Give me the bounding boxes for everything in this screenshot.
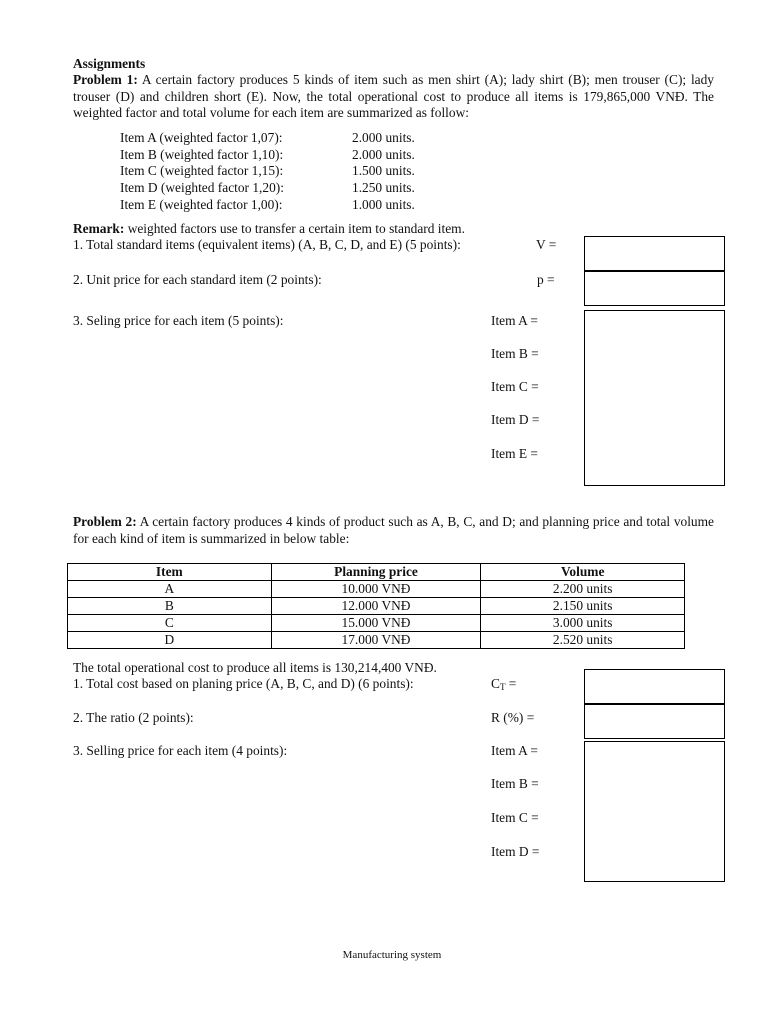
problem1-item-label: Item D (weighted factor 1,20): xyxy=(120,180,284,195)
table-row xyxy=(68,598,685,615)
p1-item-e-label: Item E = xyxy=(491,446,538,461)
p1-answer-box-3[interactable] xyxy=(584,310,725,486)
ct-symbol: C xyxy=(491,676,500,691)
problem2-intro-text: A certain factory produces 4 kinds of product such as A, B, C, and D; and planning price and total volume for each kind of item is summarized in below table: xyxy=(73,514,714,546)
p2-answer-label-2: R (%) = xyxy=(491,710,535,725)
problem1-intro xyxy=(73,72,714,122)
cell-volume: 2.200 units xyxy=(481,581,685,598)
problem2-intro xyxy=(73,514,714,547)
p2-item-d-label: Item D = xyxy=(491,844,540,859)
problem1-intro-text: A certain factory produces 5 kinds of item such as men shirt (A); lady shirt (B); men trouser (C); lady trouser (D) and children short (E). Now, the total operational cost to produce all items is 179,865,000 VNĐ. The weighted factor and total volume for each item are summarized as follow: xyxy=(73,72,715,120)
cell-item: D xyxy=(68,632,272,649)
ct-equals: = xyxy=(505,676,517,691)
cell-price: 10.000 VNĐ xyxy=(271,581,481,598)
p2-question-1: 1. Total cost based on planing price (A, B, C, and D) (6 points): xyxy=(73,676,414,691)
p1-item-b-label: Item B = xyxy=(491,346,539,361)
page-footer: Manufacturing system xyxy=(342,949,442,961)
cell-price: 12.000 VNĐ xyxy=(271,598,481,615)
p2-item-b-label: Item B = xyxy=(491,776,539,791)
problem1-item-volume: 2.000 units. xyxy=(352,147,415,162)
problem1-label: Problem 1: xyxy=(73,72,138,87)
cell-item: A xyxy=(68,581,272,598)
p2-item-c-label: Item C = xyxy=(491,810,539,825)
cell-price: 15.000 VNĐ xyxy=(271,615,481,632)
cell-volume: 3.000 units xyxy=(481,615,685,632)
p1-question-1: 1. Total standard items (equivalent items) (A, B, C, D, and E) (5 points): xyxy=(73,237,461,252)
problem1-item-label: Item E (weighted factor 1,00): xyxy=(120,197,283,212)
problem1-item-volume: 1.250 units. xyxy=(352,180,415,195)
p1-item-a-label: Item A = xyxy=(491,313,538,328)
p2-question-2: 2. The ratio (2 points): xyxy=(73,710,194,725)
p2-answer-box-1[interactable] xyxy=(584,669,725,704)
p1-question-2: 2. Unit price for each standard item (2 points): xyxy=(73,272,322,287)
remark xyxy=(73,221,465,238)
problem1-item-label: Item B (weighted factor 1,10): xyxy=(120,147,284,162)
problem1-item-volume: 1.000 units. xyxy=(352,197,415,212)
ct-subscript: T xyxy=(499,682,506,692)
p1-question-3: 3. Seling price for each item (5 points): xyxy=(73,313,284,328)
p2-question-3: 3. Selling price for each item (4 points): xyxy=(73,743,288,758)
header-planning-price: Planning price xyxy=(271,564,481,581)
assignments-heading: Assignments xyxy=(73,56,146,71)
table-header-row xyxy=(68,564,685,581)
p2-answer-box-3[interactable] xyxy=(584,741,725,882)
problem1-item-label: Item A (weighted factor 1,07): xyxy=(120,130,283,145)
remark-label: Remark: xyxy=(73,221,125,236)
p1-answer-label-2: p = xyxy=(537,272,555,287)
table-row xyxy=(68,632,685,649)
p1-answer-label-1: V = xyxy=(536,237,557,252)
p2-answer-box-2[interactable] xyxy=(584,704,725,739)
cell-item: C xyxy=(68,615,272,632)
remark-text: weighted factors use to transfer a certain item to standard item. xyxy=(127,221,465,236)
header-item: Item xyxy=(68,564,272,581)
table-row xyxy=(68,581,685,598)
problem1-item-volume: 1.500 units. xyxy=(352,163,415,178)
header-volume: Volume xyxy=(481,564,685,581)
problem1-item-label: Item C (weighted factor 1,15): xyxy=(120,163,284,178)
p1-answer-box-2[interactable] xyxy=(584,271,725,306)
p1-answer-box-1[interactable] xyxy=(584,236,725,271)
table-row xyxy=(68,615,685,632)
problem2-label: Problem 2: xyxy=(73,514,137,529)
p1-item-d-label: Item D = xyxy=(491,412,540,427)
p2-item-a-label: Item A = xyxy=(491,743,538,758)
p1-item-c-label: Item C = xyxy=(491,379,539,394)
cell-price: 17.000 VNĐ xyxy=(271,632,481,649)
total-cost-text: The total operational cost to produce all items is 130,214,400 VNĐ. xyxy=(73,660,437,675)
cell-volume: 2.150 units xyxy=(481,598,685,615)
p2-answer-label-1 xyxy=(491,676,516,696)
planning-price-table xyxy=(67,563,685,649)
cell-item: B xyxy=(68,598,272,615)
problem1-item-volume: 2.000 units. xyxy=(352,130,415,145)
cell-volume: 2.520 units xyxy=(481,632,685,649)
